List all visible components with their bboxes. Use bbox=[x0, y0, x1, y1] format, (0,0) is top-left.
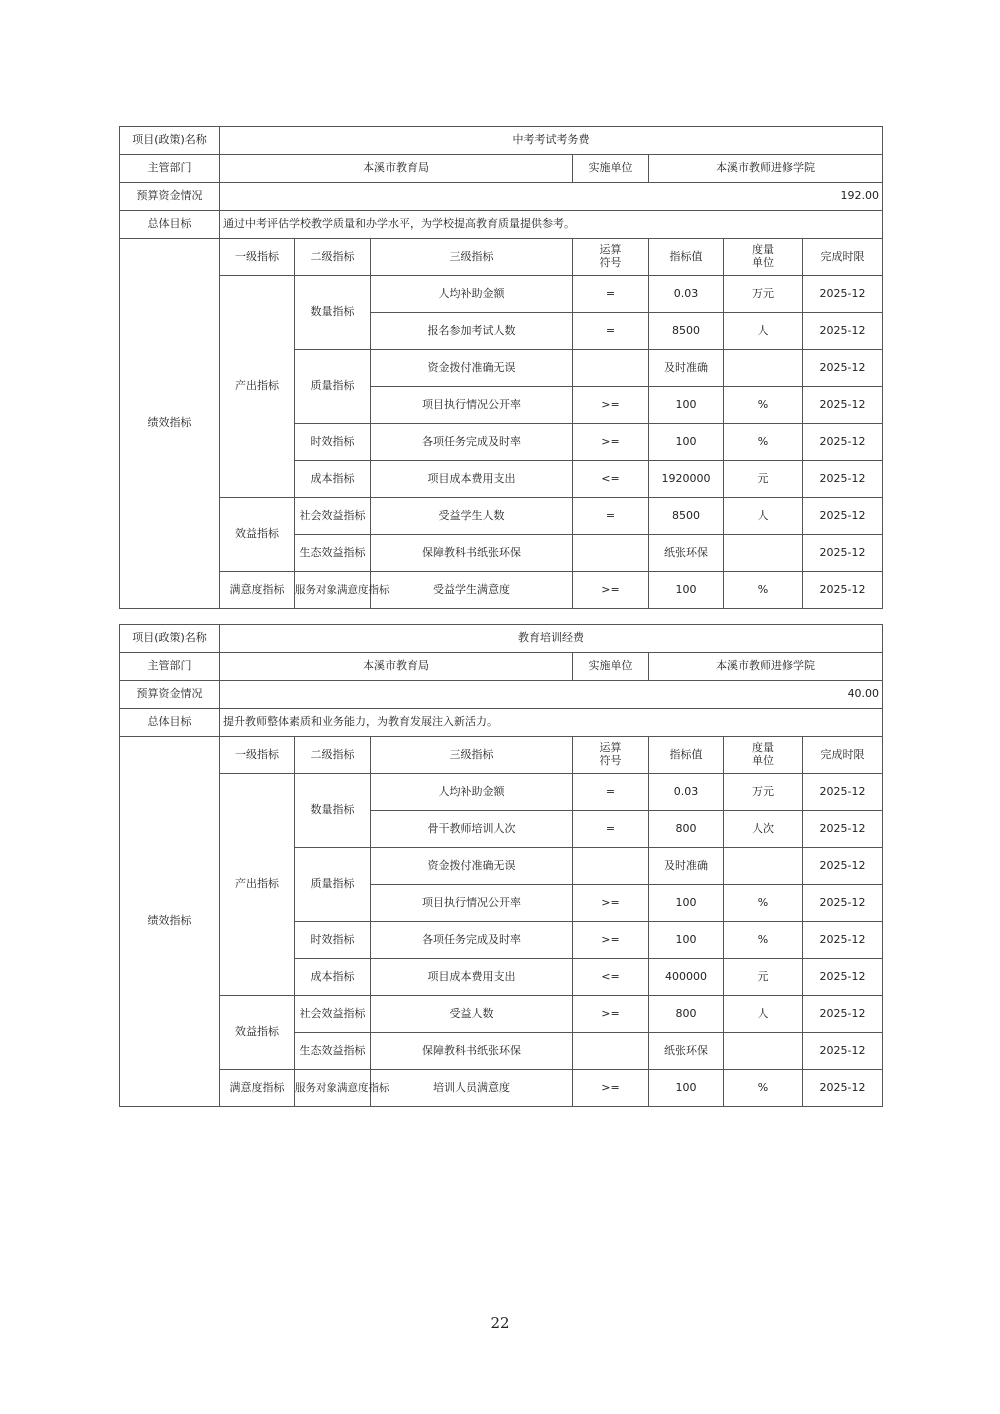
deadline-cell: 2025-12 bbox=[803, 996, 883, 1033]
table-row bbox=[120, 498, 883, 535]
op-cell: >= bbox=[573, 996, 649, 1033]
l3-cell: 人均补助金额 bbox=[371, 276, 573, 313]
value-cell: 800 bbox=[649, 996, 724, 1033]
col-header-deadline: 完成时限 bbox=[803, 239, 883, 276]
l1-benefit: 效益指标 bbox=[220, 996, 295, 1070]
l2-social: 社会效益指标 bbox=[295, 498, 371, 535]
table-row bbox=[120, 276, 883, 313]
value-cell: 100 bbox=[649, 572, 724, 609]
deadline-cell: 2025-12 bbox=[803, 572, 883, 609]
unit-cell: 人次 bbox=[724, 811, 803, 848]
unit-cell bbox=[724, 350, 803, 387]
dept-label: 主管部门 bbox=[120, 155, 220, 183]
deadline-cell: 2025-12 bbox=[803, 276, 883, 313]
unit-cell: 万元 bbox=[724, 774, 803, 811]
l3-cell: 保障教科书纸张环保 bbox=[371, 535, 573, 572]
deadline-cell: 2025-12 bbox=[803, 848, 883, 885]
value-cell: 100 bbox=[649, 922, 724, 959]
op-cell: = bbox=[573, 498, 649, 535]
op-cell bbox=[573, 1033, 649, 1070]
col-header-value: 指标值 bbox=[649, 239, 724, 276]
deadline-cell: 2025-12 bbox=[803, 535, 883, 572]
l1-satisfaction: 满意度指标 bbox=[220, 1070, 295, 1107]
l3-cell: 项目执行情况公开率 bbox=[371, 885, 573, 922]
goal-label: 总体目标 bbox=[120, 211, 220, 239]
l3-cell: 受益学生满意度 bbox=[371, 572, 573, 609]
budget-value: 192.00 bbox=[220, 183, 883, 211]
unit-cell: % bbox=[724, 922, 803, 959]
budget-label: 预算资金情况 bbox=[120, 183, 220, 211]
l3-cell: 各项任务完成及时率 bbox=[371, 424, 573, 461]
unit-cell bbox=[724, 535, 803, 572]
impl-unit-label: 实施单位 bbox=[573, 653, 649, 681]
impl-unit-value: 本溪市教师进修学院 bbox=[649, 653, 883, 681]
unit-cell: % bbox=[724, 885, 803, 922]
deadline-cell: 2025-12 bbox=[803, 498, 883, 535]
unit-cell: 元 bbox=[724, 461, 803, 498]
op-cell: >= bbox=[573, 922, 649, 959]
l3-cell: 项目成本费用支出 bbox=[371, 959, 573, 996]
l2-social: 社会效益指标 bbox=[295, 996, 371, 1033]
value-cell: 及时准确 bbox=[649, 350, 724, 387]
l3-cell: 培训人员满意度 bbox=[371, 1070, 573, 1107]
l2-quantity: 数量指标 bbox=[295, 276, 371, 350]
l3-cell: 骨干教师培训人次 bbox=[371, 811, 573, 848]
unit-cell: 万元 bbox=[724, 276, 803, 313]
deadline-cell: 2025-12 bbox=[803, 1070, 883, 1107]
deadline-cell: 2025-12 bbox=[803, 424, 883, 461]
perf-label: 绩效指标 bbox=[120, 737, 220, 1107]
op-cell bbox=[573, 350, 649, 387]
goal-value: 提升教师整体素质和业务能力，为教育发展注入新活力。 bbox=[220, 709, 883, 737]
unit-cell: 元 bbox=[724, 959, 803, 996]
deadline-cell: 2025-12 bbox=[803, 313, 883, 350]
table-row bbox=[120, 996, 883, 1033]
perf-label: 绩效指标 bbox=[120, 239, 220, 609]
op-cell: >= bbox=[573, 572, 649, 609]
unit-cell: 人 bbox=[724, 498, 803, 535]
op-cell: = bbox=[573, 774, 649, 811]
col-header-l1: 一级指标 bbox=[220, 239, 295, 276]
goal-label: 总体目标 bbox=[120, 709, 220, 737]
op-cell: <= bbox=[573, 959, 649, 996]
op-cell: >= bbox=[573, 387, 649, 424]
l1-benefit: 效益指标 bbox=[220, 498, 295, 572]
project-name-label: 项目(政策)名称 bbox=[120, 127, 220, 155]
value-cell: 纸张环保 bbox=[649, 1033, 724, 1070]
unit-cell bbox=[724, 1033, 803, 1070]
col-header-value: 指标值 bbox=[649, 737, 724, 774]
l2-eco: 生态效益指标 bbox=[295, 535, 371, 572]
table-row bbox=[120, 774, 883, 811]
project-name-value: 中考考试考务费 bbox=[220, 127, 883, 155]
unit-cell: 人 bbox=[724, 313, 803, 350]
table-row bbox=[120, 1070, 883, 1107]
col-header-l3: 三级指标 bbox=[371, 737, 573, 774]
op-cell: <= bbox=[573, 461, 649, 498]
l2-quality: 质量指标 bbox=[295, 350, 371, 424]
col-header-l3: 三级指标 bbox=[371, 239, 573, 276]
dept-label: 主管部门 bbox=[120, 653, 220, 681]
value-cell: 0.03 bbox=[649, 276, 724, 313]
impl-unit-label: 实施单位 bbox=[573, 155, 649, 183]
l3-cell: 项目成本费用支出 bbox=[371, 461, 573, 498]
value-cell: 及时准确 bbox=[649, 848, 724, 885]
deadline-cell: 2025-12 bbox=[803, 922, 883, 959]
l2-time: 时效指标 bbox=[295, 424, 371, 461]
l3-cell: 资金拨付准确无误 bbox=[371, 350, 573, 387]
l3-cell: 人均补助金额 bbox=[371, 774, 573, 811]
col-header-l1: 一级指标 bbox=[220, 737, 295, 774]
value-cell: 400000 bbox=[649, 959, 724, 996]
l2-eco: 生态效益指标 bbox=[295, 1033, 371, 1070]
value-cell: 8500 bbox=[649, 313, 724, 350]
op-cell: >= bbox=[573, 1070, 649, 1107]
performance-table-1 bbox=[119, 126, 883, 609]
l2-cost: 成本指标 bbox=[295, 959, 371, 996]
value-cell: 100 bbox=[649, 885, 724, 922]
op-cell: = bbox=[573, 313, 649, 350]
col-header-deadline: 完成时限 bbox=[803, 737, 883, 774]
l3-cell: 资金拨付准确无误 bbox=[371, 848, 573, 885]
l3-cell: 报名参加考试人数 bbox=[371, 313, 573, 350]
l3-cell: 保障教科书纸张环保 bbox=[371, 1033, 573, 1070]
l3-cell: 受益学生人数 bbox=[371, 498, 573, 535]
op-cell: = bbox=[573, 276, 649, 313]
deadline-cell: 2025-12 bbox=[803, 350, 883, 387]
value-cell: 纸张环保 bbox=[649, 535, 724, 572]
value-cell: 100 bbox=[649, 1070, 724, 1107]
col-header-unit: 度量 单位 bbox=[724, 737, 803, 774]
budget-value: 40.00 bbox=[220, 681, 883, 709]
performance-table-2 bbox=[119, 624, 883, 1107]
value-cell: 100 bbox=[649, 424, 724, 461]
deadline-cell: 2025-12 bbox=[803, 959, 883, 996]
unit-cell: 人 bbox=[724, 996, 803, 1033]
l2-quality: 质量指标 bbox=[295, 848, 371, 922]
l3-cell: 受益人数 bbox=[371, 996, 573, 1033]
l1-output: 产出指标 bbox=[220, 276, 295, 498]
col-header-l2: 二级指标 bbox=[295, 239, 371, 276]
unit-cell: % bbox=[724, 572, 803, 609]
l2-quantity: 数量指标 bbox=[295, 774, 371, 848]
project-name-label: 项目(政策)名称 bbox=[120, 625, 220, 653]
value-cell: 0.03 bbox=[649, 774, 724, 811]
unit-cell bbox=[724, 848, 803, 885]
unit-cell: % bbox=[724, 1070, 803, 1107]
deadline-cell: 2025-12 bbox=[803, 387, 883, 424]
table-row bbox=[120, 572, 883, 609]
op-cell bbox=[573, 535, 649, 572]
col-header-unit: 度量 单位 bbox=[724, 239, 803, 276]
budget-label: 预算资金情况 bbox=[120, 681, 220, 709]
page-number: 22 bbox=[490, 1314, 510, 1332]
op-cell bbox=[573, 848, 649, 885]
deadline-cell: 2025-12 bbox=[803, 461, 883, 498]
value-cell: 1920000 bbox=[649, 461, 724, 498]
dept-value: 本溪市教育局 bbox=[220, 653, 573, 681]
l1-output: 产出指标 bbox=[220, 774, 295, 996]
project-name-value: 教育培训经费 bbox=[220, 625, 883, 653]
deadline-cell: 2025-12 bbox=[803, 774, 883, 811]
col-header-op: 运算 符号 bbox=[573, 737, 649, 774]
deadline-cell: 2025-12 bbox=[803, 1033, 883, 1070]
value-cell: 100 bbox=[649, 387, 724, 424]
value-cell: 800 bbox=[649, 811, 724, 848]
impl-unit-value: 本溪市教师进修学院 bbox=[649, 155, 883, 183]
l3-cell: 各项任务完成及时率 bbox=[371, 922, 573, 959]
value-cell: 8500 bbox=[649, 498, 724, 535]
deadline-cell: 2025-12 bbox=[803, 885, 883, 922]
unit-cell: % bbox=[724, 424, 803, 461]
col-header-l2: 二级指标 bbox=[295, 737, 371, 774]
l2-time: 时效指标 bbox=[295, 922, 371, 959]
dept-value: 本溪市教育局 bbox=[220, 155, 573, 183]
l1-satisfaction: 满意度指标 bbox=[220, 572, 295, 609]
col-header-op: 运算 符号 bbox=[573, 239, 649, 276]
op-cell: >= bbox=[573, 885, 649, 922]
unit-cell: % bbox=[724, 387, 803, 424]
l2-service: 服务对象满意度指标 bbox=[295, 1070, 371, 1107]
goal-value: 通过中考评估学校教学质量和办学水平，为学校提高教育质量提供参考。 bbox=[220, 211, 883, 239]
l3-cell: 项目执行情况公开率 bbox=[371, 387, 573, 424]
l2-cost: 成本指标 bbox=[295, 461, 371, 498]
op-cell: >= bbox=[573, 424, 649, 461]
deadline-cell: 2025-12 bbox=[803, 811, 883, 848]
op-cell: = bbox=[573, 811, 649, 848]
l2-service: 服务对象满意度指标 bbox=[295, 572, 371, 609]
